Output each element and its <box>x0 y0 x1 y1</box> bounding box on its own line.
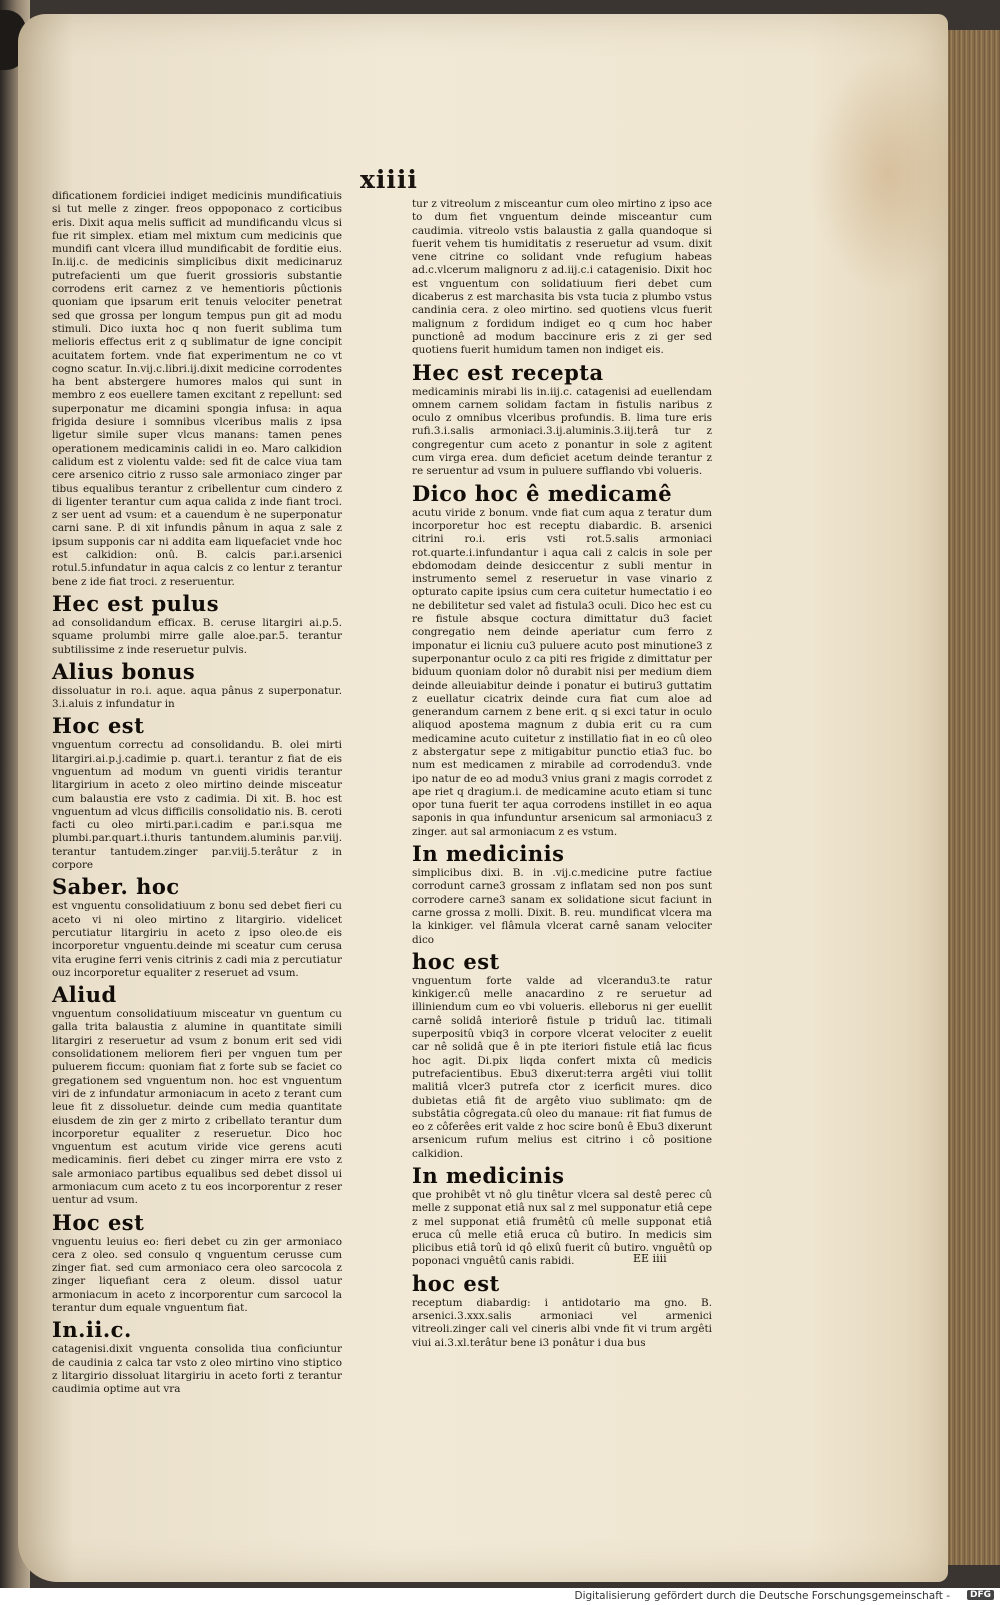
section-heading: Hec est recepta <box>412 359 604 385</box>
paragraph: catagenisi.dixit vnguenta consolida tiua conficiuntur de caudinia z calca tar vsto z oleo mirtino vino stiptico z litargirio dissoluat litargiriu in aceto forti z terantur caudimia optime aut vra <box>52 1343 342 1396</box>
section-heading: Aliud <box>52 982 117 1008</box>
paragraph: vnguentum forte valde ad vlcerandu3.te ratur kinkiger.cû melle anacardino z re seruetur ad illiniendum cum eo vbi volueris. elleborus ni ger euellit carnê solidâ interiorê fistule p triduû lac. titimali superpositû vbiq3 in corpore vlcerat velociter z euelit car nê solidâ que ê in pte iteriori fistule etiâ lac ficus hoc agit. Di.pix liqda confert mixta cû medicis putrefacientibus. Ebu3 dixerut:terra argêti viui tollit malitiâ vlcer3 putrefa ctor z icerficit mures. dico dubietas etiâ fit de argêto viuo sublimato: qm de substâtia côgregata.cû oleo du manaue: rit fiat fumus de eo z côferêes erit valde z hoc scire bonû ê Ebu3 dixerunt arsenicum rufum melius est citrino i cô positione calkidion. <box>412 974 713 1160</box>
section-heading: Dico hoc ê medicamê <box>412 480 673 506</box>
section-heading: In.ii.c. <box>52 1317 132 1343</box>
paragraph: que prohibêt vt nô glu tinêtur vlcera sal destê perec cû melle z supponat etiâ nux sal z mel supponatur etiâ cepe z mel supponat etiâ frumêtû cû melle supponat etiâ eruca cû melle etiâ eruca cû butiro. In medicis sim plicibus etiâ torû id qô elixû fuerit cû butiro. vnguêtû op poponaci vnguêtû canis rabidi. <box>412 1189 712 1268</box>
paragraph: receptum diabardig: i antidotario ma gno. B. arsenici.3.xxx.salis armoniaci vel armenici vitreoli.zinger cali vel cineris albi vnde fit vi trum argêti viui ai.3.xl.terâtur bene i3 ponâtur i dua bus <box>412 1296 712 1349</box>
section-heading: hoc est <box>412 948 500 974</box>
paragraph: medicaminis mirabi lis in.iij.c. catagenisi ad euellendam omnem carnem solidam factam in fistulis naribus z oculo z omnibus vlceribus profundis. B. lima ture eris rufi.3.i.salis armoniaci.3.ij.aluminis.3.iij.terâ tur z congregentur cum aceto z ponantur in sole z agitent cum virga erea. dum deficiet acetum deinde terantur z re seruentur ad vsum in puluere sufflando vbi volueris. <box>412 385 712 478</box>
paragraph: vnguentum consolidatiuum misceatur vn guentum cu galla trita balaustia z alumine in quantitate simili litargiri z reseruetur ad vsum z bonum erit sed vidi consolidationem meliorem fieri per vnguen tum per puluerem ficcum: quoniam fiat z forte sub se faciet co gregationem sed vnguentum non. hoc est vnguentum viri de z infundatur armoniacum in aceto z terant cum leue fit z dissoluetur. deinde cum media quantitate eiusdem de zin ger z mirto z cribellato terantur dum incorporetur equaliter z reseruetur. Dico hoc vnguentum est acutum viride vice gerens acuti medicaminis. fieri debet cu zinger mirra ere vsto z sale armoniaco partibus equalibus sed debet dissol ui armoniacum cum aceto z tu eos incorporentur z reser uentur ad vsum. <box>52 1008 342 1207</box>
footer-bar <box>0 1588 1000 1605</box>
section-heading: Hoc est <box>52 1209 145 1235</box>
paragraph: dificationem fordiciei indiget medicinis mundificatiuis si tut melle z zinger. freos oppoponaco z corticibus eris. Dixit aqua melis sufficit ad mundificandu vlcus si fue rit simplex. etiam mel mixtum cum medicinis que mundifi cant vlcera illud mundificabit de forditie eius. In.iij.c. de medicinis simplicibus dixit medicinaruz putrefacienti um que fuerit grossioris substantie corrodens erit carnez z ve hementioris pûctionis quoniam que ipsarum erit tenuis velociter penetrat sed que grossa per longum tempus pun git ad modu stimuli. Dico iuxta hoc q non fuerit sublima tum melioris effectus erit z q sublimatur de igne concipit acuitatem fortem. vnde fiat experimentum ne co vt cogno scatur. In.vij.c.libri.ij.dixit medicine corrodentes ha bent abstergere humores malos qui sunt in membro z eos euellere tamen excitant z repellunt: sed superponatur me dicamini spongia infusa: in aqua frigida desiure i somnibus vlceribus malis z ipsa ligetur simile super vlcus manans: tamen penes operationem medicaminis calidi in eo. Maro calkidion calidum est z violentu valde: sed fit de calce viua tam cere arsenico citrio z russo sale armoniaco zinger par tibus equalibus terantur z cribellentur cum cindero z di ligenter terantur cum aqua calida z inde fiant troci. z ser uent ad vsum: et a cauendum è ne superponatur carni sane. P. di xit infundis pânum in aqua z sale z ipsum supponis car ni addita eam liquefaciet vnde hoc est calkidion: onû. B. calcis par.i.arsenici rotul.5.infundatur in aqua calcis z co lentur z terantur bene z ide fiat troci. z reseruentur. <box>52 190 342 588</box>
section-heading: Hec est pulus <box>52 590 220 616</box>
paragraph: acutu viride z bonum. vnde fiat cum aqua z teratur dum incorporetur hoc est receptu diabardic. B. arsenici citrini ro.i. eris vsti rot.5.salis armoniaci rot.quarte.i.infundantur i aqua cali z calcis in sole per ebdomodam deinde desiccentur z subli mentur in instrumento semel z reseruetur in vase vinario z opturato capite ipsius cum cera cuitetur humectatio i eo ne debilitetur sed valet ad fistula3 oculi. Dico hec est cu re fistule absque coctura dimittatur du3 faciet congregatio nem deinde aperiatur cum ferro z imponatur ei licniu cu3 puluere acuto post minutione3 z superponantur oculo z ca piti res frigide z dimittatur per biduum quoniam dolor nô durabit nisi per medium diem deinde alleuiabitur deinde i ponatur ei butiru3 guttatim z euellatur cicatrix deinde cura fiat cum aloe ad generandum carnem z bene erit. q si exci tatur in oculo aliquod apostema magnum z dubia erit cu ra cum medicamine acuto cuitetur z instillatio fiat in eo cû oleo z abstergatur sepe z mitigabitur punctio etia3 fuc. bo num est medicamen z mirabile ad corrodendu3. vnde ipo natur de eo ad modu3 vnius grani z magis corrodet z ape riet q dragium.i. de medicamine acuto etiam si tunc opor tuna fuerit ter aqua corrodens instillet in eo aqua saponis in qua infunduntur arsenicum sal armoniacu3 z zinger. aut sal armoniacum z es vstum. <box>412 506 712 838</box>
paragraph: vnguentu leuius eo: fieri debet cu zin ger armoniaco cera z oleo. sed consulo q vnguentum cerusse cum zinger fiat. sed cum armoniaco cera oleo sarcocola z zinger liquefiant cera z oleum. dissol uatur armoniacum in aceto z incorporentur cum sarcocol la terantur dum equale vnguentum fiat. <box>52 1235 342 1315</box>
paragraph: tur z vitreolum z misceantur cum oleo mirtino z ipso ace to dum fiet vnguentum deinde misceantur cum caudimia. vitreolo vstis balaustia z galla quandoque si fuerit vehem tis humiditatis z reseruetur ad vsum. dixit vene citrine co solidant vnde refugium habeas ad.c.vlcerum malignoru z ad.iij.c.i catagenisio. Dixit hoc est vnguentum con solidatiuum fieri debet cum dicaberus z est marchasita bis vsta tucia z plumbo vstus candinia cera. z oleo mirtino. sed quotiens vlcus fuerit malignum z fordidum indiget eo q cum hoc haber punctionê ad modum baccinure eris z zi ger sed quotiens fuerit humidum tamen non indiget eis. <box>412 198 712 357</box>
paragraph: simplicibus dixi. B. in .vij.c.medicine putre factiue corrodunt carne3 grossam z inflatam sed non pos sunt corrodere carne3 sanam ex solidatione sicut faciunt in carne grossa z molli. Dixit. B. reu. mundificat vlcera ma la kinkiger. vel flâmula vlcerat carnê sanam velociter dico <box>412 867 712 946</box>
paragraph: vnguentum correctu ad consolidandu. B. olei mirti litargiri.ai.p.j.cadimie p. quart.i. terantur z fiat de eis vnguentum ad modum vn guenti viridis terantur litargirium in aceto z oleo mirtino deinde misceatur cum balaustia ere vsto z cadimia. Di xit. B. hoc est vnguentum ad vlcus difficilis consolidatio nis. B. ceroti facti cu oleo mirti.par.i.cadim e par.i.squa me plumbi.par.quart.i.thuris tantundem.aluminis par.viij. terantur tantudem.zinger par.viij.5.terâtur z in corpore <box>52 739 342 872</box>
section-heading: Hoc est <box>52 713 145 739</box>
signature-mark: EE iiii <box>633 1252 667 1265</box>
section-heading: hoc est <box>412 1270 500 1296</box>
water-stain <box>808 54 968 294</box>
paragraph: dissoluatur in ro.i. aque. aqua pânus z superponatur. 3.i.aluis z infundatur in <box>52 684 342 711</box>
footer-credit: Digitalisierung gefördert durch die Deutsche Forschungsgemeinschaft - <box>574 1590 950 1602</box>
paragraph: est vnguentu consolidatiuum z bonu sed debet fieri cu aceto vi ni oleo mirtino z litargirio. videlicet percutiatur litargiriu in aceto z ipso oleo.de eis incorporetur vnguentu.deinde mi sceatur cum cerusa vita erugine ferri venis citrinis z cadi mia z percutiatur ouz incorporetur equaliter z reseruet ad vsum. <box>52 900 342 979</box>
right-column <box>412 198 712 1350</box>
section-heading: In medicinis <box>412 841 565 867</box>
left-column <box>52 190 342 1397</box>
section-heading: Saber. hoc <box>52 874 180 900</box>
paragraph: ad consolidandum efficax. B. ceruse litargiri ai.p.5. squame prolumbi mirre galle aloe.par.5. terantur subtilissime z inde reseruetur pulvis. <box>52 616 342 656</box>
dfg-logo: DFG <box>967 1590 994 1600</box>
folio-number: xiiii <box>360 165 418 194</box>
section-heading: Alius bonus <box>52 658 196 684</box>
section-heading: In medicinis <box>412 1163 565 1188</box>
